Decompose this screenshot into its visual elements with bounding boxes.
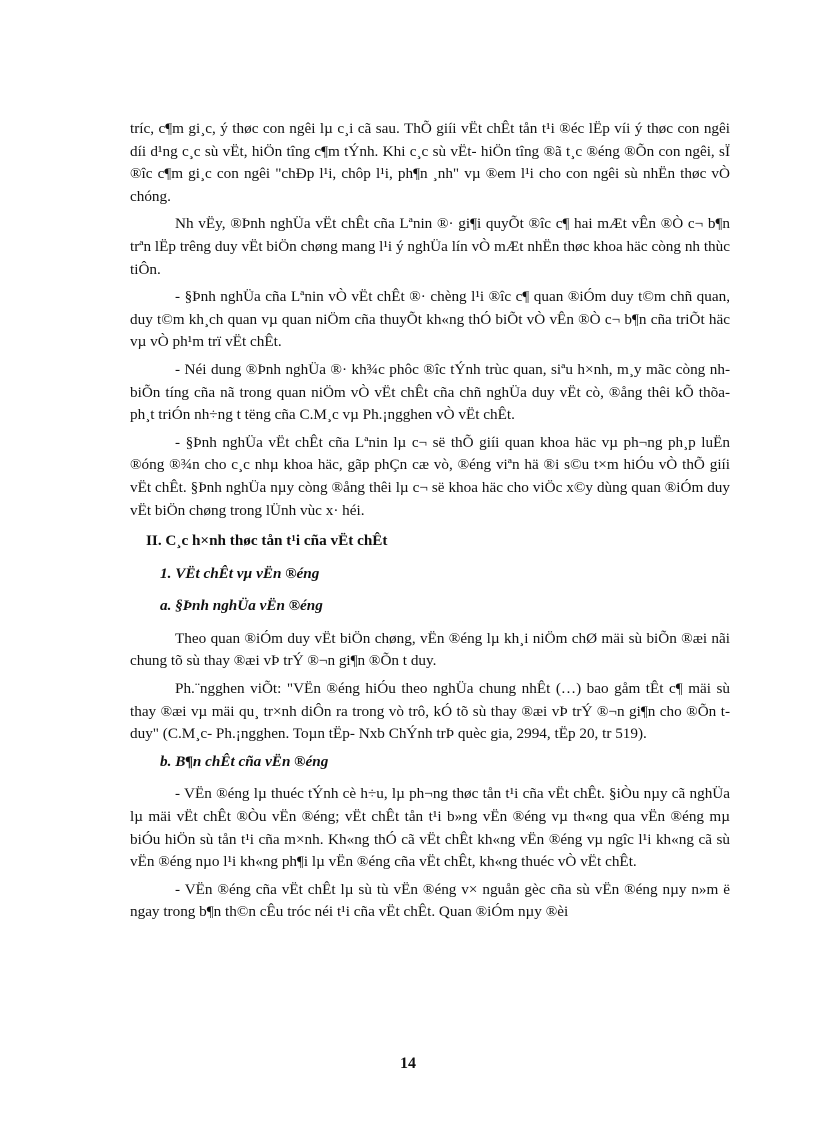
document-body xyxy=(130,118,730,929)
paragraph-1: tríc, c¶m gi¸c, ý thøc con ngêi lµ c¸i cã sau. ThÕ giíi vËt chÊt tån t¹i ®éc lËp víi ý thøc con ngêi díi d¹ng c¸c sù vËt, hiÖn tîng c¶m tÝnh. Khi c¸c sù vËt- hiÖn tîng ®ã t¸c ®éng ®Õn con ngêi, sÏ ®îc c¶m gi¸c con ngêi "chÐp l¹i, chôp l¹i, ph¶n ¸nh" vµ ®em l¹i cho con ngêi sù nhËn thøc vÒ chóng. xyxy=(130,120,730,205)
page-number: 14 xyxy=(400,1055,416,1072)
paragraph-9: - VËn ®éng cña vËt chÊt lµ sù tù vËn ®éng v× nguån gèc cña sù vËn ®éng nµy n»m ë ngay trong b¶n th©n cÊu tróc néi t¹i cña vËt chÊt. Quan ®iÓm nµy ®èi xyxy=(130,880,730,921)
paragraph-8: - VËn ®éng lµ thuéc tÝnh cè h÷u, lµ ph¬ng thøc tån t¹i cña vËt chÊt. §iÒu nµy cã nghÜa lµ mäi vËt chÊt ®Òu vËn ®éng; vËt chÊt tån t¹i b»ng vËn ®éng vµ th«ng qua vËn ®éng mµ biÓu hiÖn sù tån t¹i cña m×nh. Kh«ng thÓ cã vËt chÊt kh«ng vËn ®éng vµ ngîc l¹i kh«ng cã sù vËn ®éng nµo l¹i kh«ng ph¶i lµ vËn ®éng cña vËt chÊt, kh«ng thuéc vÒ vËt chÊt. xyxy=(130,785,730,871)
paragraph-4: - Néi dung ®Þnh nghÜa ®· kh¾c phôc ®îc tÝnh trùc quan, siªu h×nh, m¸y mãc còng nh biÕn tíng cña nã trong quan niÖm vÒ vËt chÊt cña chñ nghÜa duy vËt cò, ®ång thêi kÕ thõa- ph¸t triÓn nh÷ng t tëng cña C.M¸c vµ Ph.¡ngghen vÒ vËt chÊt. xyxy=(130,360,730,424)
paragraph-3: - §Þnh nghÜa cña Lªnin vÒ vËt chÊt ®· chèng l¹i ®îc c¶ quan ®iÓm duy t©m chñ quan, duy t©m kh¸ch quan vµ quan niÖm cña thuyÕt kh«ng thÓ biÕt vÒ vÊn ®Ò c¬ b¶n cña triÕt häc vµ vÒ ph¹m trï vËt chÊt. xyxy=(130,288,730,351)
section-heading-ii: II. C¸c h×nh thøc tån t¹i cña vËt chÊt xyxy=(146,532,388,550)
paragraph-2: Nh vËy, ®Þnh nghÜa vËt chÊt cña Lªnin ®· gi¶i quyÕt ®îc c¶ hai mÆt vÊn ®Ò c¬ b¶n trªn lËp trêng duy vËt biÖn chøng mang l¹i ý nghÜa lín vÒ mÆt nhËn thøc khoa häc còng nh thùc tiÔn. xyxy=(130,215,730,278)
subheading-b: b. B¶n chÊt cña vËn ®éng xyxy=(160,752,329,770)
subheading-1: 1. VËt chÊt vµ vËn ®éng xyxy=(160,564,320,582)
paragraph-7: Ph.¨ngghen viÕt: "VËn ®éng hiÓu theo nghÜa chung nhÊt (…) bao gåm tÊt c¶ mäi sù thay ®æi vµ mäi qu¸ tr×nh diÔn ra trong vò trô, kÓ tõ sù thay ®æi vÞ trÝ ®¬n gi¶n cho ®Õn t duy" (C.M¸c- Ph.¡ngghen. Toµn tËp- Nxb ChÝnh trÞ quèc gia, 2994, tËp 20, tr 519). xyxy=(130,680,730,743)
subheading-a: a. §Þnh nghÜa vËn ®éng xyxy=(160,597,323,615)
paragraph-5: - §Þnh nghÜa vËt chÊt cña Lªnin lµ c¬ së thÕ giíi quan khoa häc vµ ph¬ng ph¸p luËn ®óng ®¾n cho c¸c nhµ khoa häc, gãp phÇn cæ vò, ®éng viªn hä ®i s©u t×m hiÓu vÒ thÕ giíi vËt chÊt. §Þnh nghÜa nµy còng ®ång thêi lµ c¬ së khoa häc cho viÖc x©y dùng quan ®iÓm duy vËt biÖn chøng trong lÜnh vùc x· héi. xyxy=(130,433,730,519)
paragraph-6: Theo quan ®iÓm duy vËt biÖn chøng, vËn ®éng lµ kh¸i niÖm chØ mäi sù biÕn ®æi nãi chung tõ sù thay ®æi vÞ trÝ ®¬n gi¶n ®Õn t duy. xyxy=(130,629,730,670)
